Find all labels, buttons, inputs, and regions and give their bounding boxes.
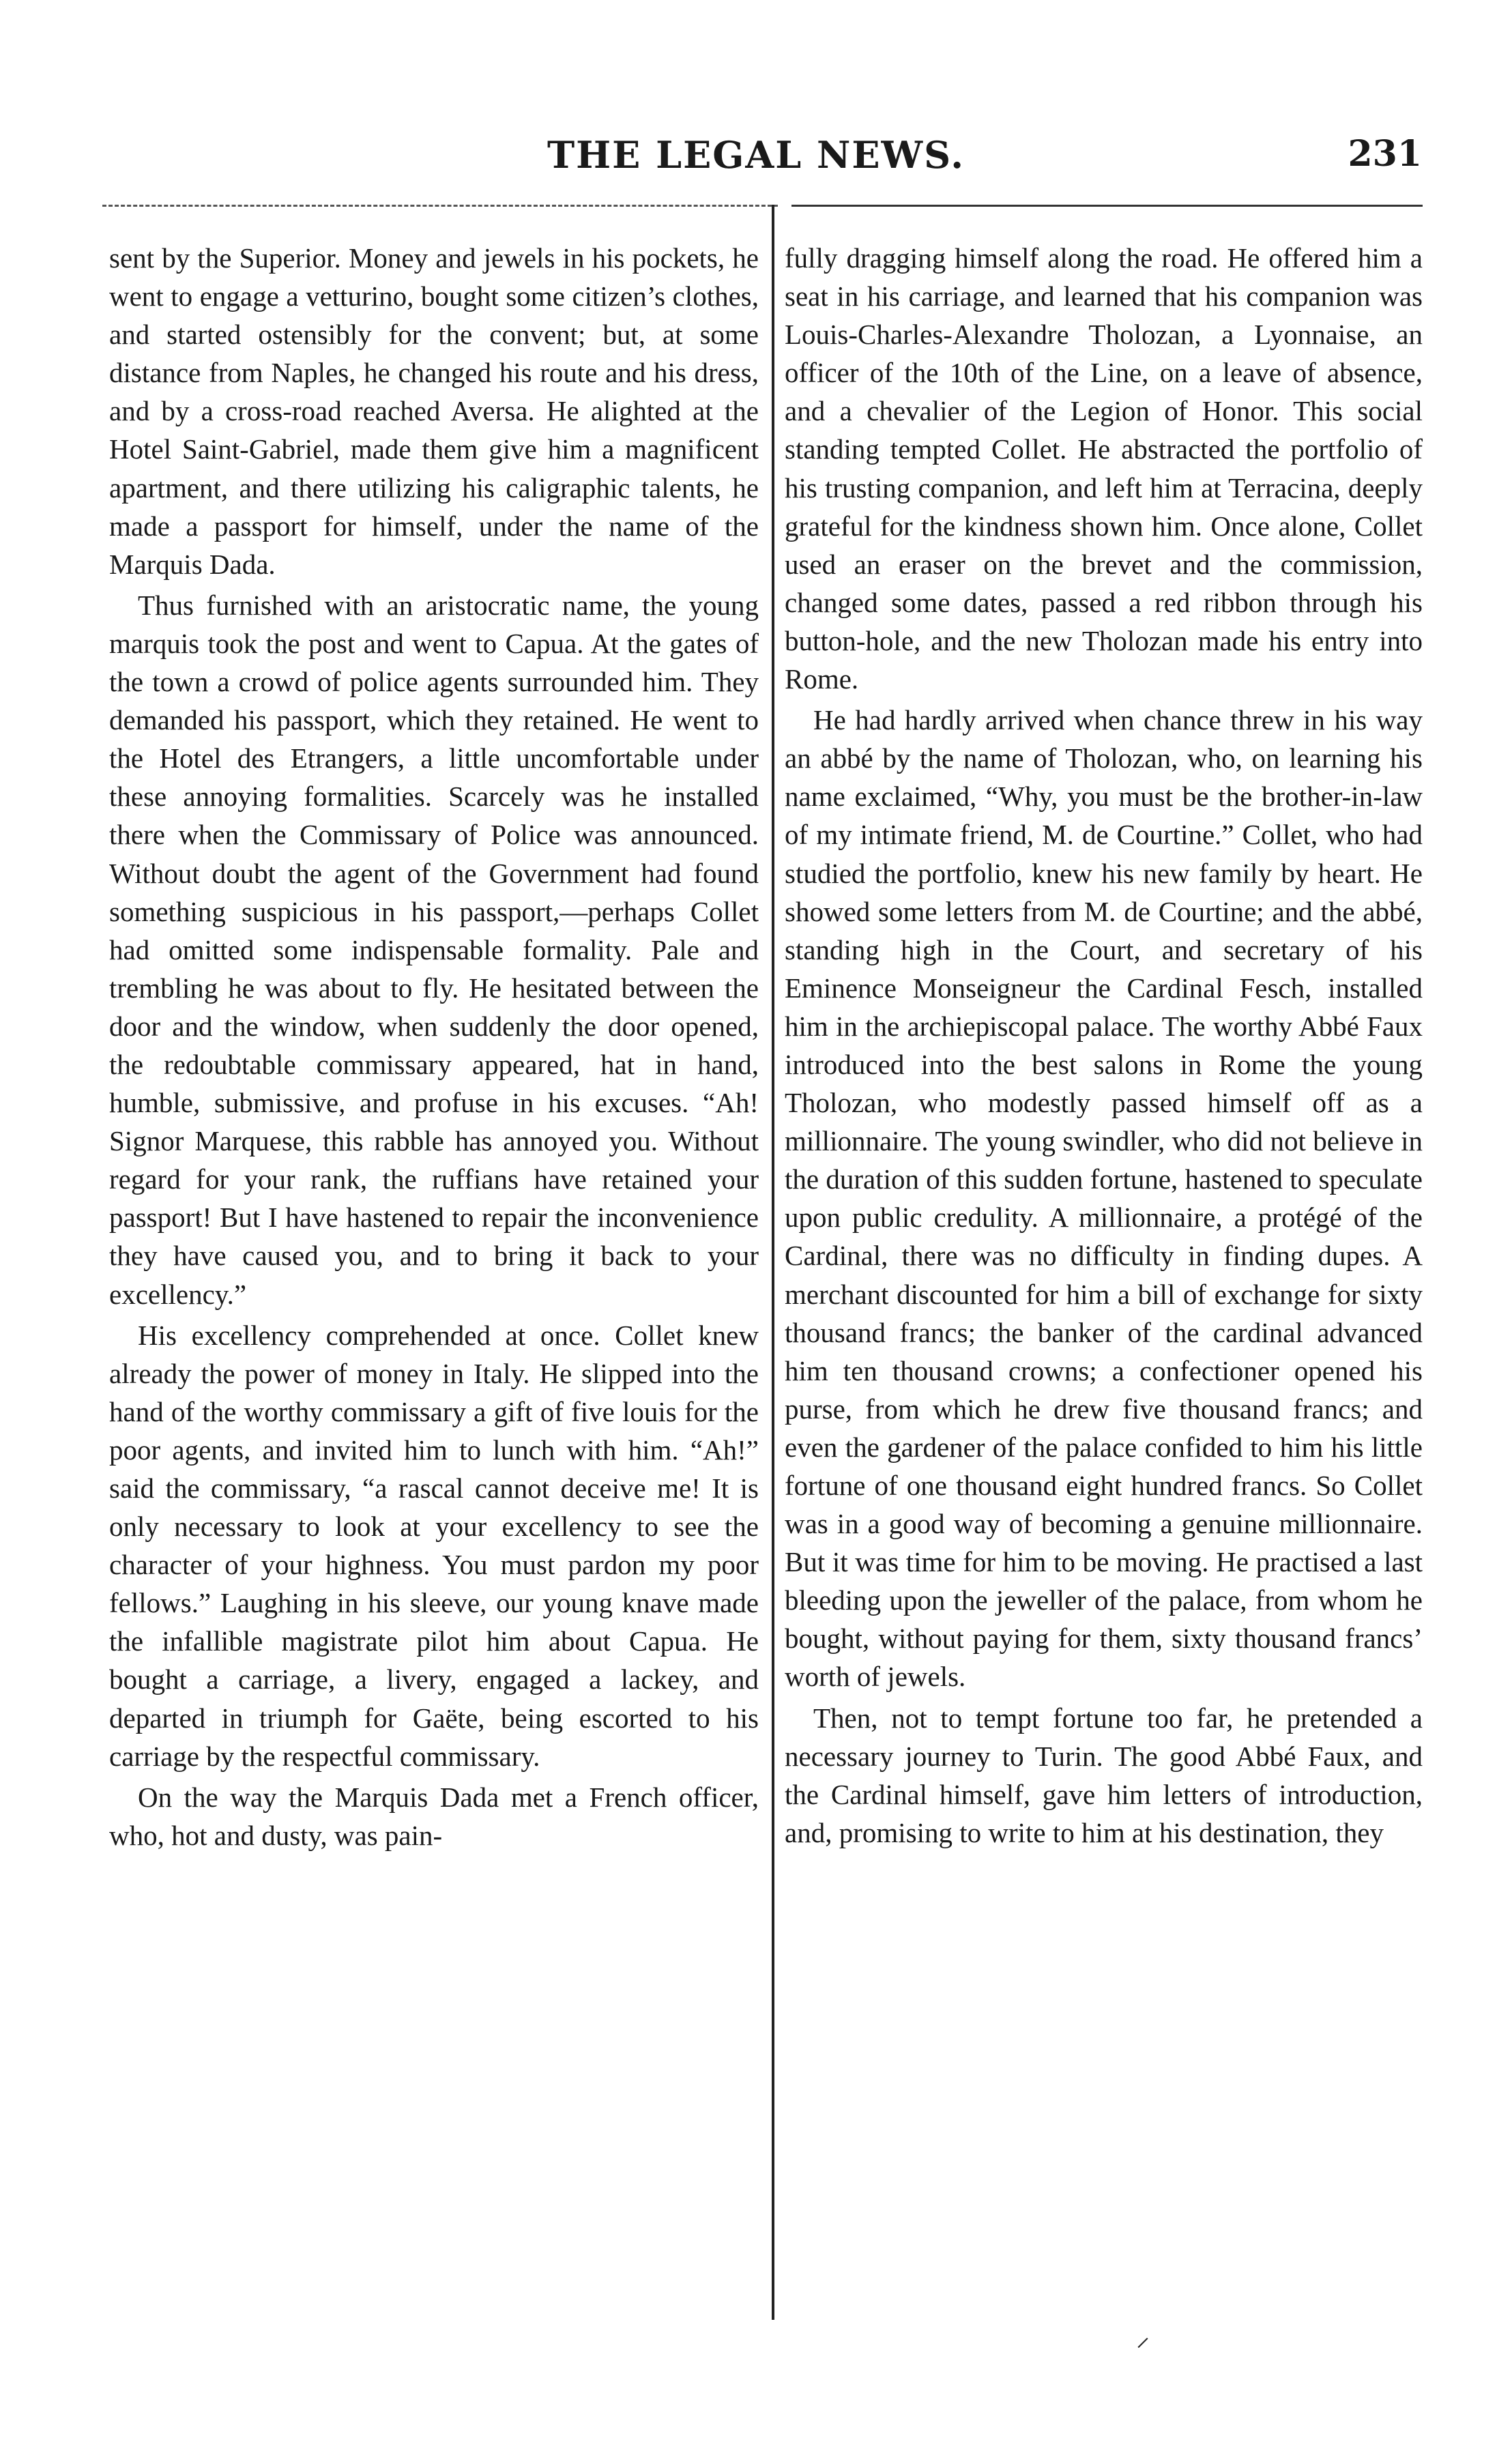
paragraph: Then, not to tempt fortune too far, he pretended a necessary journey to Turin. The good Abbé Faux, and the Cardinal himself, gave him letters of introduction, and, promising to write to him at his destination, they xyxy=(785,1702,1423,1848)
stray-mark-icon: ⸝ xyxy=(1136,2321,1150,2353)
paragraph: Thus furnished with an aristocratic name, the young marquis took the post and went to Capua. At the gates of the town a crowd of police agents surrounded him. They demanded his passport, which they retained. He went to the Hotel des Etrangers, a little uncomfortable under these annoying formalities. Scarcely was he installed there when the Commissary of Police was announced. Without doubt the agent of the Government had found something suspicious in his passport,—perhaps Collet had omitted some indispensable formality. Pale and trembling he was about to fly. He hesitated between the door and the window, when suddenly the door opened, the redoubtable commissary appeared, hat in hand, humble, submissive, and profuse in his excuses. “Ah! Signor Marquese, this rabble has annoyed you. Without regard for your rank, the ruffians have retained your passport! But I have hastened to repair the inconvenience they have caused you, and to bring it back to your excellency.” xyxy=(109,589,759,1310)
page-number: 231 xyxy=(1348,133,1422,175)
right-column xyxy=(785,239,1423,1852)
paragraph: He had hardly arrived when chance threw in his way an abbé by the name of Tholozan, who, on learning his name exclaimed, “Why, you must be the brother-in-law of my intimate friend, M. de Courtine.” Collet, who had studied the portfolio, knew his new family by heart. He showed some letters from M. de Courtine; and the abbé, standing high in the Court, and secretary of his Eminence Monseigneur the Cardinal Fesch, installed him in the archiepiscopal palace. The worthy Abbé Faux introduced into the best salons in Rome the young Tholozan, who modestly passed himself off as a millionnaire. The young swindler, who did not believe in the duration of this sudden fortune, hastened to speculate upon public credulity. A millionnaire, a protégé of the Cardinal, there was no difficulty in finding dupes. A merchant discounted for him a bill of exchange for sixty thousand francs; the banker of the cardinal advanced him ten thousand crowns; a confectioner opened his purse, from which he drew five thousand francs; and even the gardener of the palace confided to him his little fortune of one thousand eight hundred francs. So Collet was in a good way of becoming a genuine millionnaire. But it was time for him to be moving. He practised a last bleeding upon the jeweller of the palace, from whom he bought, without paying for them, sixty thousand francs’ worth of jewels. xyxy=(785,704,1423,1693)
paragraph: sent by the Superior. Money and jewels in his pockets, he went to engage a vetturino, bought some citizen’s clothes, and started ostensibly for the convent; but, at some distance from Naples, he changed his route and his dress, and by a cross-road reached Aversa. He alighted at the Hotel Saint-Gabriel, made them give him a magnificent apartment, and there utilizing his caligraphic talents, he made a passport for himself, under the name of the Marquis Dada. xyxy=(109,242,759,580)
running-header xyxy=(0,133,1512,194)
paragraph: fully dragging himself along the road. He offered him a seat in his carriage, and learned that his companion was Louis-Charles-Alexandre Tholozan, a Lyonnaise, an officer of the 10th of the Line, on a leave of absence, and a chevalier of the Legion of Honor. This social standing tempted Collet. He abstracted the portfolio of his trusting companion, and left him at Terracina, deeply grateful for the kindness shown him. Once alone, Collet used an eraser on the brevet and the commission, changed some dates, passed a red ribbon through his button-hole, and the new Tholozan made his entry into Rome. xyxy=(785,242,1423,695)
paragraph: His excellency comprehended at once. Collet knew already the power of money in Italy. He slipped into the hand of the worthy commissary a gift of five louis for the poor agents, and invited him to lunch with him. “Ah!” said the commissary, “a rascal cannot deceive me! It is only necessary to look at your excellency to see the character of your highness. You must pardon my poor fellows.” Laughing in his sleeve, our young knave made the infallible magistrate pilot him about Capua. He bought a carriage, a livery, engaged a lackey, and departed in triumph for Gaëte, being escorted to his carriage by the respectful commissary. xyxy=(109,1319,759,1772)
running-title: THE LEGAL NEWS. xyxy=(547,133,965,177)
header-rule-left xyxy=(102,205,778,209)
left-column xyxy=(109,239,759,1854)
column-divider xyxy=(772,205,774,2320)
paragraph: On the way the Marquis Dada met a French officer, who, hot and dusty, was pain- xyxy=(109,1781,759,1851)
header-rule-right xyxy=(791,205,1423,207)
